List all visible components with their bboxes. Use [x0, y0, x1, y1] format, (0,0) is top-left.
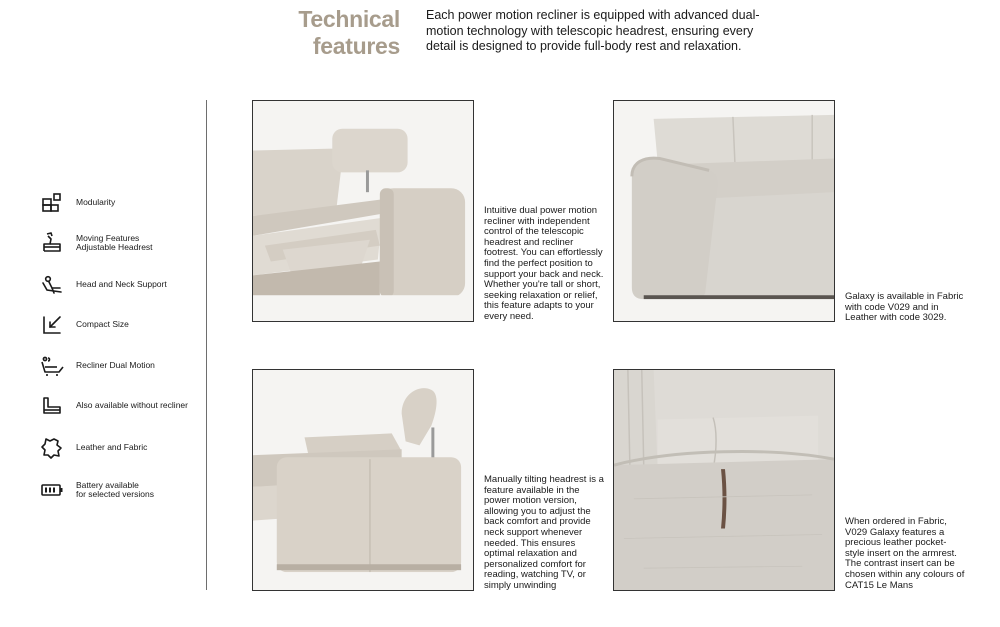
- head-neck-support-icon: [40, 273, 64, 297]
- leather-fabric-icon: [40, 436, 64, 460]
- feature-leather-fabric: [40, 435, 205, 461]
- feature-without-recliner: [40, 393, 205, 419]
- heading-line-1: Technical: [298, 6, 400, 32]
- intro-paragraph: Each power motion recliner is equipped with advanced dual-motion technology with telescopic headrest, ensuring every detail is designed to provide full-body rest and relaxation.: [426, 8, 760, 53]
- feature-label: Head and Neck Support: [76, 279, 167, 290]
- photo-fabric-sofa: [613, 100, 835, 322]
- battery-icon: [40, 478, 64, 502]
- caption-galaxy-fabric: Galaxy is available in Fabric with code V029 and in Leather with code 3029.: [845, 291, 964, 324]
- feature-label: Battery available for selected versions: [76, 479, 154, 499]
- photo-tilting-headrest: [252, 369, 474, 591]
- feature-label: Leather and Fabric: [76, 442, 148, 453]
- caption-pocket-insert: When ordered in Fabric, V029 Galaxy features a precious leather pocket-style insert on the armrest. The contrast insert can be chosen within any colours of CAT15 Le Mans: [845, 516, 965, 591]
- feature-label: Moving Features Adjustable Headrest: [76, 232, 153, 252]
- compact-size-icon: [40, 313, 64, 337]
- caption-recliner: Intuitive dual power motion recliner with independent control of the telescopic headrest and recliner footrest. You can effortlessly find the perfect position to support your back and neck. Whether you're tall or short, seeking relaxation or relief, this feature adapts to your every need.: [484, 205, 604, 322]
- caption-headrest: Manually tilting headrest is a feature available in the power motion version, allowing you to adjust the back comfort and provide neck support whenever needed. This ensures optimal relaxation and personalized comfort for reading, watching TV, or simply unwinding: [484, 474, 604, 591]
- feature-label: Also available without recliner: [76, 400, 188, 411]
- heading-line-2: features: [312, 33, 400, 59]
- feature-label: Modularity: [76, 197, 116, 208]
- adjustable-headrest-icon: [40, 231, 64, 255]
- feature-modularity: [40, 190, 205, 216]
- vertical-divider: [206, 100, 207, 590]
- feature-compact-size: [40, 312, 205, 338]
- modularity-icon: [40, 191, 64, 215]
- feature-adjustable-headrest: [40, 230, 205, 256]
- photo-pocket-insert: [613, 369, 835, 591]
- photo-leather-recliner: [252, 100, 474, 322]
- feature-label: Recliner Dual Motion: [76, 360, 155, 371]
- feature-battery: [40, 477, 205, 503]
- feature-recliner-dual-motion: [40, 353, 205, 379]
- feature-label: Compact Size: [76, 319, 129, 330]
- sofa-without-recliner-icon: [40, 394, 64, 418]
- recliner-dual-motion-icon: [40, 354, 64, 378]
- feature-head-neck-support: [40, 272, 205, 298]
- section-heading: [250, 6, 400, 60]
